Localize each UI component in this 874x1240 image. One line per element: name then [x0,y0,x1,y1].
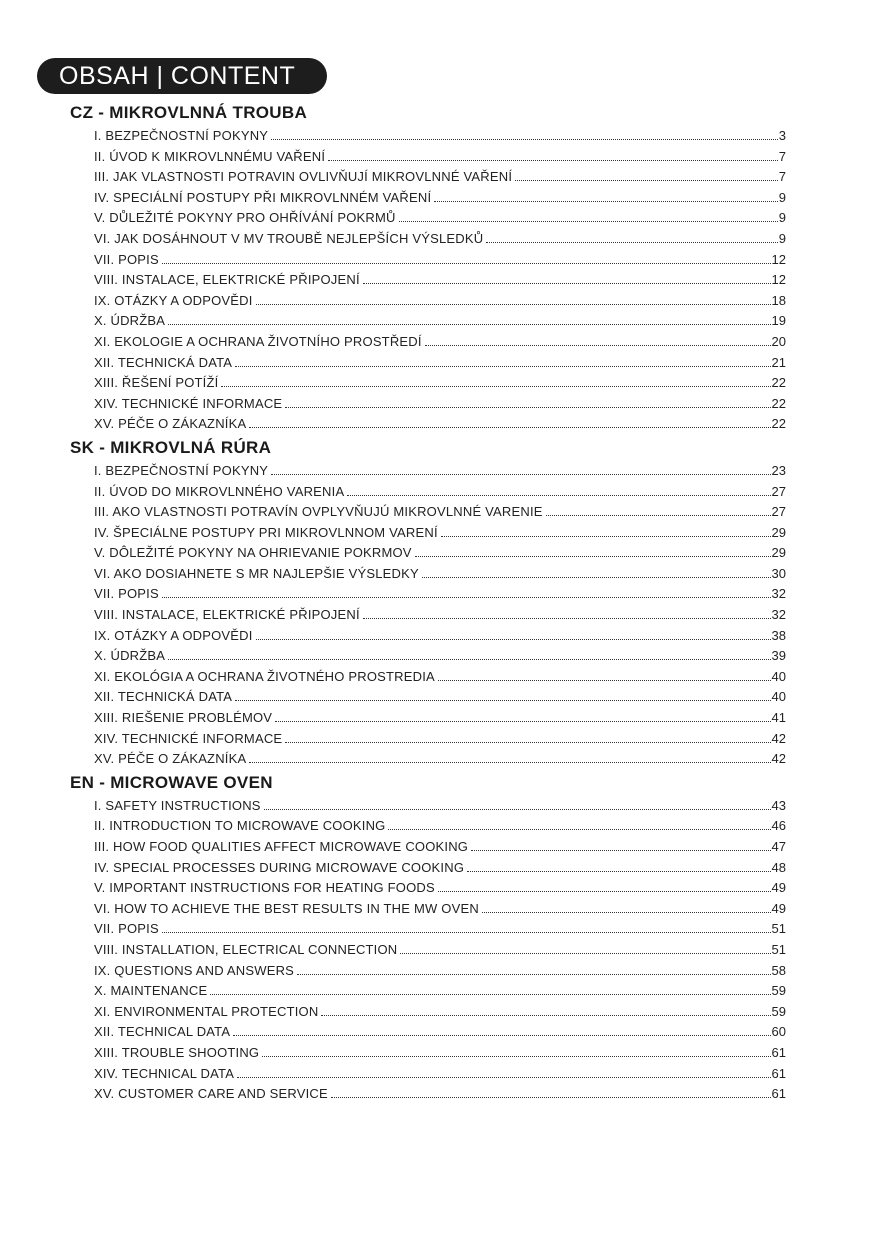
toc-entry-page-number: 38 [771,627,786,643]
toc-entry[interactable] [94,919,786,940]
toc-entry[interactable] [94,584,786,605]
toc-entry-page-number: 61 [771,1065,786,1081]
dot-leader [168,323,770,325]
toc-entry[interactable] [94,981,786,1002]
toc-entry-label: XII. TECHNICKÁ DATA [94,354,233,370]
toc-entry[interactable] [94,878,786,899]
dot-leader [425,344,771,346]
toc-entry-label: X. MAINTENANCE [94,983,208,999]
dot-leader [256,303,771,305]
toc-entry[interactable] [94,167,786,188]
dot-leader [471,849,770,851]
toc-entry[interactable] [94,626,786,647]
toc-entry-label: V. IMPORTANT INSTRUCTIONS FOR HEATING FOODS [94,880,435,896]
toc-entries [70,126,786,435]
toc-entry-page-number: 51 [771,941,786,957]
dot-leader [363,617,771,619]
toc-entry-page-number: 48 [771,859,786,875]
dot-leader [438,679,771,681]
toc-entry-page-number: 46 [771,818,786,834]
toc-entry[interactable] [94,291,786,312]
toc-entry-label: XV. CUSTOMER CARE AND SERVICE [94,1086,328,1102]
toc-entry-label: XIV. TECHNICAL DATA [94,1065,235,1081]
dot-leader [275,720,770,722]
toc-entry-label: IX. OTÁZKY A ODPOVĚDI [94,292,253,308]
toc-entry-page-number: 23 [771,462,786,478]
toc-entry[interactable] [94,940,786,961]
dot-leader [467,870,770,872]
toc-entry-label: XIII. ŘEŠENÍ POTÍŽÍ [94,375,219,391]
toc-entry-page-number: 39 [771,648,786,664]
toc-entry-page-number: 49 [771,880,786,896]
toc-section-en [70,770,786,1105]
toc-entry[interactable] [94,858,786,879]
dot-leader [249,426,770,428]
toc-entry-page-number: 22 [771,375,786,391]
toc-entry-label: VII. POPIS [94,586,159,602]
toc-entry[interactable] [94,373,786,394]
toc-entry-label: VI. JAK DOSÁHNOUT V MV TROUBĚ NEJLEPŠÍCH VÝSLEDKŮ [94,230,484,246]
toc-entry-label: VIII. INSTALACE, ELEKTRICKÉ PŘIPOJENÍ [94,607,360,623]
toc-entry-label: II. ÚVOD K MIKROVLNNÉMU VAŘENÍ [94,148,326,164]
toc-entry[interactable] [94,646,786,667]
toc-entry[interactable] [94,502,786,523]
toc-entry-page-number: 27 [771,504,786,520]
dot-leader [237,1076,770,1078]
toc-entry-label: XI. ENVIRONMENTAL PROTECTION [94,1003,319,1019]
dot-leader [422,576,771,578]
toc-entry-label: VII. POPIS [94,921,159,937]
toc-entry-page-number: 32 [771,586,786,602]
dot-leader [441,535,771,537]
toc-entry-label: VI. HOW TO ACHIEVE THE BEST RESULTS IN THE MW OVEN [94,900,479,916]
dot-leader [271,473,770,475]
dot-leader [264,808,771,810]
toc-entry-page-number: 51 [771,921,786,937]
toc-entry-label: VIII. INSTALLATION, ELECTRICAL CONNECTION [94,941,398,957]
dot-leader [168,658,770,660]
toc-entry-page-number: 22 [771,416,786,432]
toc-entry-label: XI. EKOLÓGIA A OCHRANA ŽIVOTNÉHO PROSTREDIA [94,668,435,684]
toc-entry[interactable] [94,229,786,250]
section-heading: EN - MICROWAVE OVEN [70,772,273,792]
toc-entry-page-number: 3 [778,128,786,143]
dot-leader [515,179,778,181]
dot-leader [328,159,778,161]
toc-entry-label: II. ÚVOD DO MIKROVLNNÉHO VARENIA [94,483,345,499]
dot-leader [321,1014,770,1016]
toc-entry-label: IX. QUESTIONS AND ANSWERS [94,962,295,978]
toc-entry-page-number: 29 [771,545,786,561]
dot-leader [363,282,771,284]
toc-entry[interactable] [94,605,786,626]
toc-entry[interactable] [94,543,786,564]
toc-entry-page-number: 40 [771,689,786,705]
toc-entry-page-number: 47 [771,839,786,854]
toc-entry[interactable] [94,1043,786,1064]
toc-entries [70,796,786,1105]
toc-entry-page-number: 30 [771,565,786,581]
toc-entry-label: X. ÚDRŽBA [94,648,166,664]
dot-leader [434,200,778,202]
toc-entry[interactable] [94,729,786,750]
toc-entry[interactable] [94,1022,786,1043]
toc-entry[interactable] [94,961,786,982]
toc-entry-page-number: 20 [771,333,786,349]
toc-entry-label: III. HOW FOOD QUALITIES AFFECT MICROWAVE COOKING [94,839,469,854]
dot-leader [388,828,770,830]
toc-entry-page-number: 43 [771,797,786,813]
toc-entry[interactable] [94,523,786,544]
toc-entry-page-number: 42 [771,730,786,746]
toc-entry-page-number: 60 [771,1024,786,1040]
toc-entry-page-number: 59 [771,1003,786,1019]
toc-entry-label: XII. TECHNICKÁ DATA [94,689,233,705]
toc-entry-page-number: 49 [771,900,786,916]
toc-entry[interactable] [94,332,786,353]
dot-leader [415,555,771,557]
toc-entry-page-number: 9 [778,230,786,246]
toc-entry-page-number: 32 [771,607,786,623]
toc-entry-page-number: 18 [771,292,786,308]
toc-entry-page-number: 12 [771,272,786,288]
toc-entry-label: IV. SPECIÁLNÍ POSTUPY PŘI MIKROVLNNÉM VAŘENÍ [94,189,432,205]
toc-entry-label: VI. AKO DOSIAHNETE S MR NAJLEPŠIE VÝSLEDKY [94,565,419,581]
toc-entry[interactable] [94,899,786,920]
dot-leader [285,741,770,743]
toc-entry-page-number: 59 [771,983,786,999]
toc-entry[interactable] [94,461,786,482]
toc-entry-label: VII. POPIS [94,251,159,267]
toc-entry-page-number: 9 [778,210,786,226]
toc-entry-page-number: 19 [771,313,786,329]
toc-entry-label: XIV. TECHNICKÉ INFORMACE [94,395,283,411]
dot-leader [210,993,770,995]
toc-entry[interactable] [94,208,786,229]
dot-leader [235,365,770,367]
toc-entry[interactable] [94,250,786,271]
toc-entry[interactable] [94,482,786,503]
dot-leader [482,911,771,913]
dot-leader [271,138,778,140]
toc-entry[interactable] [94,837,786,858]
toc-entry[interactable] [94,311,786,332]
toc-entry-label: III. AKO VLASTNOSTI POTRAVÍN OVPLYVŇUJÚ MIKROVLNNÉ VARENIE [94,504,543,520]
toc-entry-page-number: 27 [771,483,786,499]
toc-entry-label: IV. ŠPECIÁLNE POSTUPY PRI MIKROVLNNOM VARENÍ [94,524,438,540]
toc-entry-label: I. BEZPEČNOSTNÍ POKYNY [94,128,269,143]
toc-entry[interactable] [94,816,786,837]
dot-leader [262,1055,770,1057]
toc-entry[interactable] [94,749,786,770]
toc-entry[interactable] [94,1084,786,1105]
toc-entry-page-number: 41 [771,710,786,726]
page-title: OBSAH | CONTENT [37,58,327,94]
toc-entry-label: II. INTRODUCTION TO MICROWAVE COOKING [94,818,386,834]
toc-entry-page-number: 7 [778,169,786,185]
dot-leader [400,952,770,954]
dot-leader [162,596,771,598]
toc-entry-page-number: 40 [771,668,786,684]
toc-entry[interactable] [94,1064,786,1085]
toc-entry[interactable] [94,687,786,708]
dot-leader [249,761,770,763]
toc-section-cz [70,100,786,435]
toc-entry-label: IV. SPECIAL PROCESSES DURING MICROWAVE COOKING [94,859,465,875]
dot-leader [438,890,771,892]
dot-leader [347,494,770,496]
toc-entry[interactable] [94,414,786,435]
toc-entry[interactable] [94,708,786,729]
dot-leader [162,931,771,933]
dot-leader [221,385,770,387]
toc-entry-label: I. SAFETY INSTRUCTIONS [94,797,261,813]
section-heading: SK - MIKROVLNÁ RÚRA [70,437,272,457]
toc-entry-label: XV. PÉČE O ZÁKAZNÍKA [94,751,247,767]
toc-entry-label: V. DŮLEŽITÉ POKYNY PRO OHŘÍVÁNÍ POKRMŮ [94,210,396,226]
toc-entry-page-number: 22 [771,395,786,411]
toc-entry-label: V. DÔLEŽITÉ POKYNY NA OHRIEVANIE POKRMOV [94,545,412,561]
section-heading: CZ - MIKROVLNNÁ TROUBA [70,103,308,122]
toc-entry-label: IX. OTÁZKY A ODPOVĚDI [94,627,253,643]
toc-entry[interactable] [94,667,786,688]
toc-entry-page-number: 9 [778,189,786,205]
dot-leader [256,638,771,640]
toc-entry[interactable] [94,796,786,817]
toc-entry-label: XV. PÉČE O ZÁKAZNÍKA [94,416,247,432]
dot-leader [546,514,771,516]
toc-entry-label: III. JAK VLASTNOSTI POTRAVIN OVLIVŇUJÍ MIKROVLNNÉ VAŘENÍ [94,169,513,185]
toc-entry-label: XI. EKOLOGIE A OCHRANA ŽIVOTNÍHO PROSTŘEDÍ [94,333,422,349]
toc-entry-page-number: 7 [778,148,786,164]
dot-leader [235,699,770,701]
toc-entries [70,461,786,770]
toc-section-sk [70,435,786,770]
toc-entry-label: XIII. RIEŠENIE PROBLÉMOV [94,710,273,726]
toc-entry-label: I. BEZPEČNOSTNÍ POKYNY [94,462,269,478]
toc-entry-label: VIII. INSTALACE, ELEKTRICKÉ PŘIPOJENÍ [94,272,360,288]
toc-entry-page-number: 61 [771,1044,786,1060]
toc-entry[interactable] [94,270,786,291]
dot-leader [399,220,778,222]
table-of-contents [70,100,786,1105]
toc-entry-label: X. ÚDRŽBA [94,313,166,329]
dot-leader [331,1096,771,1098]
toc-entry[interactable] [94,126,786,147]
toc-entry-label: XIV. TECHNICKÉ INFORMACE [94,730,283,746]
toc-entry-page-number: 58 [771,962,786,978]
toc-entry-page-number: 29 [771,524,786,540]
toc-entry[interactable] [94,188,786,209]
toc-entry-page-number: 42 [771,751,786,767]
toc-entry[interactable] [94,147,786,168]
dot-leader [486,241,777,243]
toc-entry-page-number: 21 [771,354,786,370]
toc-entry-label: XIII. TROUBLE SHOOTING [94,1044,260,1060]
toc-entry[interactable] [94,353,786,374]
toc-entry[interactable] [94,394,786,415]
dot-leader [233,1034,770,1036]
toc-entry[interactable] [94,564,786,585]
toc-entry-page-number: 61 [771,1086,786,1102]
dot-leader [297,973,770,975]
dot-leader [285,406,770,408]
dot-leader [162,262,771,264]
toc-entry[interactable] [94,1002,786,1023]
toc-entry-label: XII. TECHNICAL DATA [94,1024,231,1040]
toc-entry-page-number: 12 [771,251,786,267]
